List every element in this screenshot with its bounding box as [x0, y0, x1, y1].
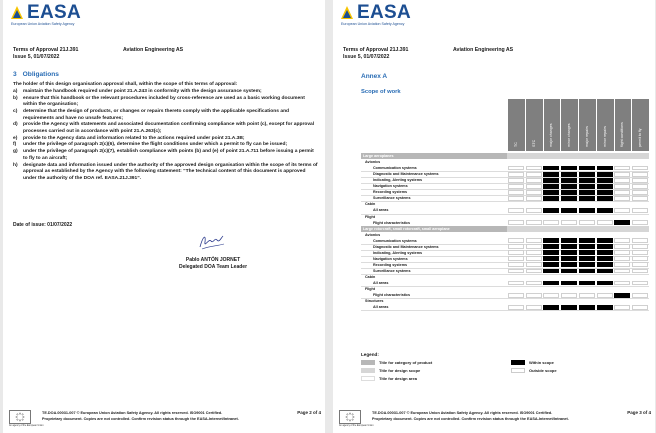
obligation-letter: a) — [13, 89, 18, 94]
within-scope-cell — [597, 166, 613, 171]
within-scope-cell — [597, 178, 613, 183]
column-header — [596, 99, 614, 151]
scope-of-work-table — [361, 99, 649, 345]
outside-scope-cell — [508, 178, 524, 183]
obligation-item — [13, 163, 318, 183]
legend-title: Legend: — [361, 352, 379, 357]
within-scope-cell — [579, 305, 595, 310]
outside-scope-cell — [614, 184, 630, 189]
row-label: Surveillance systems — [373, 268, 411, 273]
signer-name: Pablo ANTÓN JORNET — [185, 257, 241, 263]
outside-scope-cell — [508, 256, 524, 261]
obligation-item — [13, 96, 318, 109]
obligation-item — [13, 142, 318, 149]
within-scope-cell — [543, 256, 559, 261]
company-name: Aviation Engineering AS — [453, 47, 514, 53]
section-heading — [13, 71, 59, 78]
legend-swatch-area — [361, 376, 375, 381]
within-scope-cell — [579, 250, 595, 255]
obligation-text: under the privilege of paragraph 2(c)(7), establish compliance with points (b) and (e) of point 21.A.711 before issuing a permit to fly to an aircraft; — [23, 149, 314, 161]
outside-scope-cell — [614, 196, 630, 201]
row-label: Cabin — [365, 202, 376, 207]
outside-scope-cell — [508, 238, 524, 243]
obligations-intro: The holder of this design organisation approval shall, within the scope of this terms of approval: — [13, 82, 238, 87]
row-label: Communication systems — [373, 238, 417, 243]
within-scope-cell — [579, 238, 595, 243]
within-scope-cell — [543, 172, 559, 177]
signatory-block — [163, 257, 263, 271]
row-label: Large aeroplanes — [361, 153, 507, 159]
row-label: Flight — [365, 287, 376, 292]
outside-scope-cell — [526, 238, 542, 243]
outside-scope-cell — [614, 172, 630, 177]
outside-scope-cell — [632, 166, 648, 171]
within-scope-cell — [561, 166, 577, 171]
legend-within-label: Within scope — [529, 360, 554, 365]
obligation-letter: c) — [13, 109, 18, 115]
outside-scope-cell — [508, 262, 524, 267]
outside-scope-cell — [543, 293, 559, 298]
footer-line-1: TE.DOA.00031-007 © European Union Aviation Safety Agency. All rights reserved. ISO9001 Certified. — [42, 411, 223, 415]
outside-scope-cell — [526, 172, 542, 177]
outside-scope-cell — [508, 172, 524, 177]
within-scope-cell — [579, 281, 595, 286]
within-scope-cell — [543, 269, 559, 274]
row-label: Avionics — [365, 160, 381, 165]
terms-of-approval-header — [13, 47, 184, 61]
legend-swatch-within — [511, 360, 525, 365]
legend-swatch-outside — [511, 368, 525, 373]
within-scope-cell — [579, 256, 595, 261]
column-header — [543, 99, 561, 151]
obligation-letter: f) — [13, 142, 17, 148]
outside-scope-cell — [632, 184, 648, 189]
within-scope-cell — [579, 172, 595, 177]
flag-caption: An agency of the European Union — [339, 425, 374, 427]
within-scope-cell — [597, 244, 613, 249]
row-label: All areas — [373, 305, 389, 310]
within-scope-cell — [543, 305, 559, 310]
outside-scope-cell — [632, 305, 648, 310]
document-page-3 — [333, 0, 655, 433]
obligation-item — [13, 122, 318, 135]
footer-line-2: Proprietary document. Copies are not controlled. Confirm revision status through the EASA-Internet/Intranet. — [372, 416, 569, 421]
within-scope-cell — [597, 172, 613, 177]
within-scope-cell — [614, 293, 630, 298]
within-scope-cell — [561, 256, 577, 261]
within-scope-cell — [597, 238, 613, 243]
outside-scope-cell — [632, 281, 648, 286]
within-scope-cell — [579, 196, 595, 201]
row-label: Structures — [365, 299, 384, 304]
column-header — [578, 99, 596, 151]
eu-flag-icon — [339, 410, 361, 424]
outside-scope-cell — [508, 244, 524, 249]
outside-scope-cell — [614, 262, 630, 267]
within-scope-cell — [579, 166, 595, 171]
outside-scope-cell — [526, 220, 542, 225]
company-name: Aviation Engineering AS — [123, 47, 184, 53]
column-header — [560, 99, 578, 151]
outside-scope-cell — [508, 250, 524, 255]
outside-scope-cell — [632, 172, 648, 177]
row-label: Diagnostic and Maintenance systems — [373, 172, 439, 177]
easa-wordmark: EASA — [357, 2, 411, 23]
outside-scope-cell — [508, 166, 524, 171]
within-scope-cell — [614, 220, 630, 225]
column-header-label: TC — [513, 142, 518, 147]
outside-scope-cell — [561, 220, 577, 225]
outside-scope-cell — [526, 184, 542, 189]
within-scope-cell — [579, 262, 595, 267]
outside-scope-cell — [526, 293, 542, 298]
obligation-text: ensure that this handbook or the relevant procedures included by cross-reference are used as a basic working document within the organisation; — [23, 95, 305, 108]
within-scope-cell — [543, 244, 559, 249]
within-scope-cell — [561, 250, 577, 255]
outside-scope-cell — [508, 208, 524, 213]
outside-scope-cell — [614, 208, 630, 213]
row-label: Navigation systems — [373, 184, 408, 189]
page-footer — [9, 408, 321, 430]
outside-scope-cell — [508, 196, 524, 201]
row-label: Indicating, Alerting systems — [373, 178, 423, 183]
outside-scope-cell — [632, 256, 648, 261]
row-divider — [361, 310, 649, 311]
obligation-text: under the privilege of paragraph 2(c)(6), determine the flight conditions under which a permit to fly can be issued; — [23, 142, 288, 148]
obligation-item — [13, 89, 318, 96]
outside-scope-cell — [632, 190, 648, 195]
page-number: Page 3 of 4 — [627, 410, 651, 415]
outside-scope-cell — [526, 196, 542, 201]
outside-scope-cell — [526, 250, 542, 255]
outside-scope-cell — [526, 244, 542, 249]
within-scope-cell — [543, 208, 559, 213]
footer-text — [372, 411, 569, 422]
within-scope-cell — [597, 281, 613, 286]
within-scope-cell — [597, 269, 613, 274]
within-scope-cell — [579, 190, 595, 195]
outside-scope-cell — [579, 220, 595, 225]
outside-scope-cell — [632, 220, 648, 225]
obligation-text: maintain the handbook required under point 21.A.243 in conformity with the design assurance system; — [23, 89, 262, 94]
outside-scope-cell — [526, 208, 542, 213]
within-scope-cell — [579, 208, 595, 213]
row-label: Communication systems — [373, 166, 417, 171]
outside-scope-cell — [508, 269, 524, 274]
column-header-label: major repairs — [584, 126, 589, 147]
footer-line-2: Proprietary document. Copies are not controlled. Confirm revision status through the EASA-Internet/Intranet. — [42, 416, 239, 421]
within-scope-cell — [561, 196, 577, 201]
section-title: Obligations — [22, 71, 59, 78]
footer-text — [42, 411, 239, 422]
obligation-letter: d) — [13, 122, 18, 128]
row-label: Recording systems — [373, 190, 408, 195]
obligation-letter: h) — [13, 162, 18, 168]
outside-scope-cell — [597, 220, 613, 225]
outside-scope-cell — [632, 178, 648, 183]
legend-swatch-scope — [361, 368, 375, 373]
outside-scope-cell — [526, 269, 542, 274]
within-scope-cell — [597, 250, 613, 255]
obligation-text: provide to the Agency data and information related to the actions required under point 21.A.3B; — [23, 135, 245, 141]
column-header — [507, 99, 525, 151]
footer-line-1: TE.DOA.00031-007 © European Union Aviation Safety Agency. All rights reserved. ISO9001 Certified. — [372, 411, 553, 415]
row-label: Navigation systems — [373, 256, 408, 261]
column-header-label: minor changes — [567, 123, 572, 147]
row-label: Cabin — [365, 275, 376, 279]
within-scope-cell — [579, 244, 595, 249]
outside-scope-cell — [579, 293, 595, 298]
outside-scope-cell — [632, 196, 648, 201]
outside-scope-cell — [614, 238, 630, 243]
outside-scope-cell — [632, 269, 648, 274]
section-number: 3 — [13, 71, 17, 78]
row-label: Flight — [365, 214, 376, 219]
within-scope-cell — [597, 208, 613, 213]
issue-label: Issue 5, 01/07/2022 — [13, 54, 60, 60]
obligation-letter: b) — [13, 95, 18, 101]
easa-logo — [340, 4, 430, 28]
obligation-letter: e) — [13, 135, 18, 141]
date-of-issue: Date of issue: 01/07/2022 — [13, 222, 73, 228]
within-scope-cell — [561, 190, 577, 195]
within-scope-cell — [597, 305, 613, 310]
outside-scope-cell — [614, 281, 630, 286]
within-scope-cell — [543, 196, 559, 201]
within-scope-cell — [543, 184, 559, 189]
outside-scope-cell — [561, 293, 577, 298]
outside-scope-cell — [508, 220, 524, 225]
obligation-item — [13, 109, 318, 122]
within-scope-cell — [561, 172, 577, 177]
row-label: Avionics — [365, 232, 381, 237]
row-label: Flight characteristics — [373, 293, 411, 298]
legend-product-label: Title for category of product — [379, 360, 433, 365]
within-scope-cell — [543, 262, 559, 267]
outside-scope-cell — [632, 262, 648, 267]
column-header-label: major changes — [549, 123, 554, 147]
obligation-text: provide the Agency with statements and associated documentation confirming compliance with point (c), except for approval processes carried out in accordance with point 21.A.263(c); — [23, 122, 315, 134]
within-scope-cell — [561, 305, 577, 310]
toa-label: Terms of Approval 21J.391 — [13, 47, 79, 53]
within-scope-cell — [597, 190, 613, 195]
within-scope-cell — [561, 281, 577, 286]
outside-scope-cell — [614, 166, 630, 171]
within-scope-cell — [597, 256, 613, 261]
easa-logo — [10, 4, 100, 28]
row-label: Indicating, Alerting systems — [373, 250, 423, 255]
outside-scope-cell — [614, 250, 630, 255]
outside-scope-cell — [632, 244, 648, 249]
within-scope-cell — [561, 262, 577, 267]
outside-scope-cell — [526, 262, 542, 267]
row-label: Large rotorcraft, small rotorcraft, small aeroplane — [361, 226, 507, 232]
within-scope-cell — [597, 262, 613, 267]
within-scope-cell — [561, 184, 577, 189]
outside-scope-cell — [543, 220, 559, 225]
easa-wordmark: EASA — [27, 2, 81, 23]
column-header-label: minor repairs — [602, 126, 607, 147]
row-label: Diagnostic and Maintenance systems — [373, 244, 439, 249]
eu-flag-icon — [9, 410, 31, 424]
outside-scope-cell — [614, 269, 630, 274]
outside-scope-cell — [614, 244, 630, 249]
obligation-item — [13, 149, 318, 162]
column-header-label: permit to fly — [638, 128, 643, 147]
within-scope-cell — [543, 238, 559, 243]
outside-scope-cell — [614, 190, 630, 195]
row-label: Flight characteristics — [373, 220, 411, 225]
within-scope-cell — [597, 196, 613, 201]
column-header — [614, 99, 632, 151]
row-label: Surveillance systems — [373, 196, 411, 201]
within-scope-cell — [543, 178, 559, 183]
within-scope-cell — [543, 190, 559, 195]
outside-scope-cell — [632, 293, 648, 298]
within-scope-cell — [561, 269, 577, 274]
outside-scope-cell — [614, 256, 630, 261]
page-footer — [339, 408, 651, 430]
within-scope-cell — [561, 244, 577, 249]
within-scope-cell — [561, 238, 577, 243]
within-scope-cell — [561, 208, 577, 213]
outside-scope-cell — [614, 178, 630, 183]
toa-label: Terms of Approval 21J.391 — [343, 47, 409, 53]
obligation-text: determine that the design of products, or changes or repairs thereto comply with the applicable specifications and requirements and have no unsafe features; — [23, 109, 290, 121]
outside-scope-cell — [508, 305, 524, 310]
outside-scope-cell — [526, 256, 542, 261]
easa-tagline: European Union Aviation Safety Agency — [11, 22, 75, 26]
within-scope-cell — [597, 184, 613, 189]
within-scope-cell — [543, 250, 559, 255]
within-scope-cell — [579, 269, 595, 274]
legend-area-label: Title for design area — [379, 376, 417, 381]
annex-title: Annex A — [361, 73, 388, 80]
outside-scope-cell — [508, 184, 524, 189]
legend-scope-label: Title for design scope — [379, 368, 421, 373]
easa-tagline: European Union Aviation Safety Agency — [341, 22, 405, 26]
outside-scope-cell — [526, 305, 542, 310]
within-scope-cell — [561, 178, 577, 183]
row-label: All areas — [373, 208, 389, 213]
outside-scope-cell — [597, 293, 613, 298]
outside-scope-cell — [632, 238, 648, 243]
easa-bird-icon — [340, 5, 354, 21]
outside-scope-cell — [526, 281, 542, 286]
legend — [361, 352, 641, 392]
within-scope-cell — [543, 281, 559, 286]
row-label: Recording systems — [373, 262, 408, 267]
outside-scope-cell — [614, 305, 630, 310]
row-label: All areas — [373, 281, 389, 286]
handwritten-signature — [197, 232, 225, 252]
outside-scope-cell — [526, 178, 542, 183]
document-page-2 — [3, 0, 325, 433]
outside-scope-cell — [526, 166, 542, 171]
column-header — [631, 99, 649, 151]
terms-of-approval-header — [343, 47, 514, 61]
page-number: Page 2 of 4 — [297, 410, 321, 415]
legend-swatch-product — [361, 360, 375, 365]
outside-scope-cell — [508, 293, 524, 298]
flag-caption: An agency of the European Union — [9, 425, 44, 427]
scope-title: Scope of work — [361, 89, 401, 95]
easa-bird-icon — [10, 5, 24, 21]
outside-scope-cell — [526, 190, 542, 195]
column-header-label: STC — [531, 139, 536, 147]
column-header-label: flight conditions — [620, 122, 625, 147]
within-scope-cell — [579, 178, 595, 183]
obligation-letter: g) — [13, 149, 18, 155]
issue-label: Issue 5, 01/07/2022 — [343, 54, 390, 60]
signer-role: Delegated DOA Team Leader — [178, 264, 248, 270]
outside-scope-cell — [632, 250, 648, 255]
outside-scope-cell — [508, 281, 524, 286]
obligation-text: designate data and information issued under the authority of the approved design organisation within the scope of its terms of approval as established by the Agency with the following statement: “The technical content of this document is approved under the authority of the DOA ref. EASA.21J.391”. — [23, 162, 318, 181]
within-scope-cell — [579, 184, 595, 189]
outside-scope-cell — [508, 190, 524, 195]
within-scope-cell — [543, 166, 559, 171]
legend-outside-label: Outside scope — [529, 368, 557, 373]
obligations-list — [13, 89, 318, 182]
outside-scope-cell — [632, 208, 648, 213]
column-header — [525, 99, 543, 151]
